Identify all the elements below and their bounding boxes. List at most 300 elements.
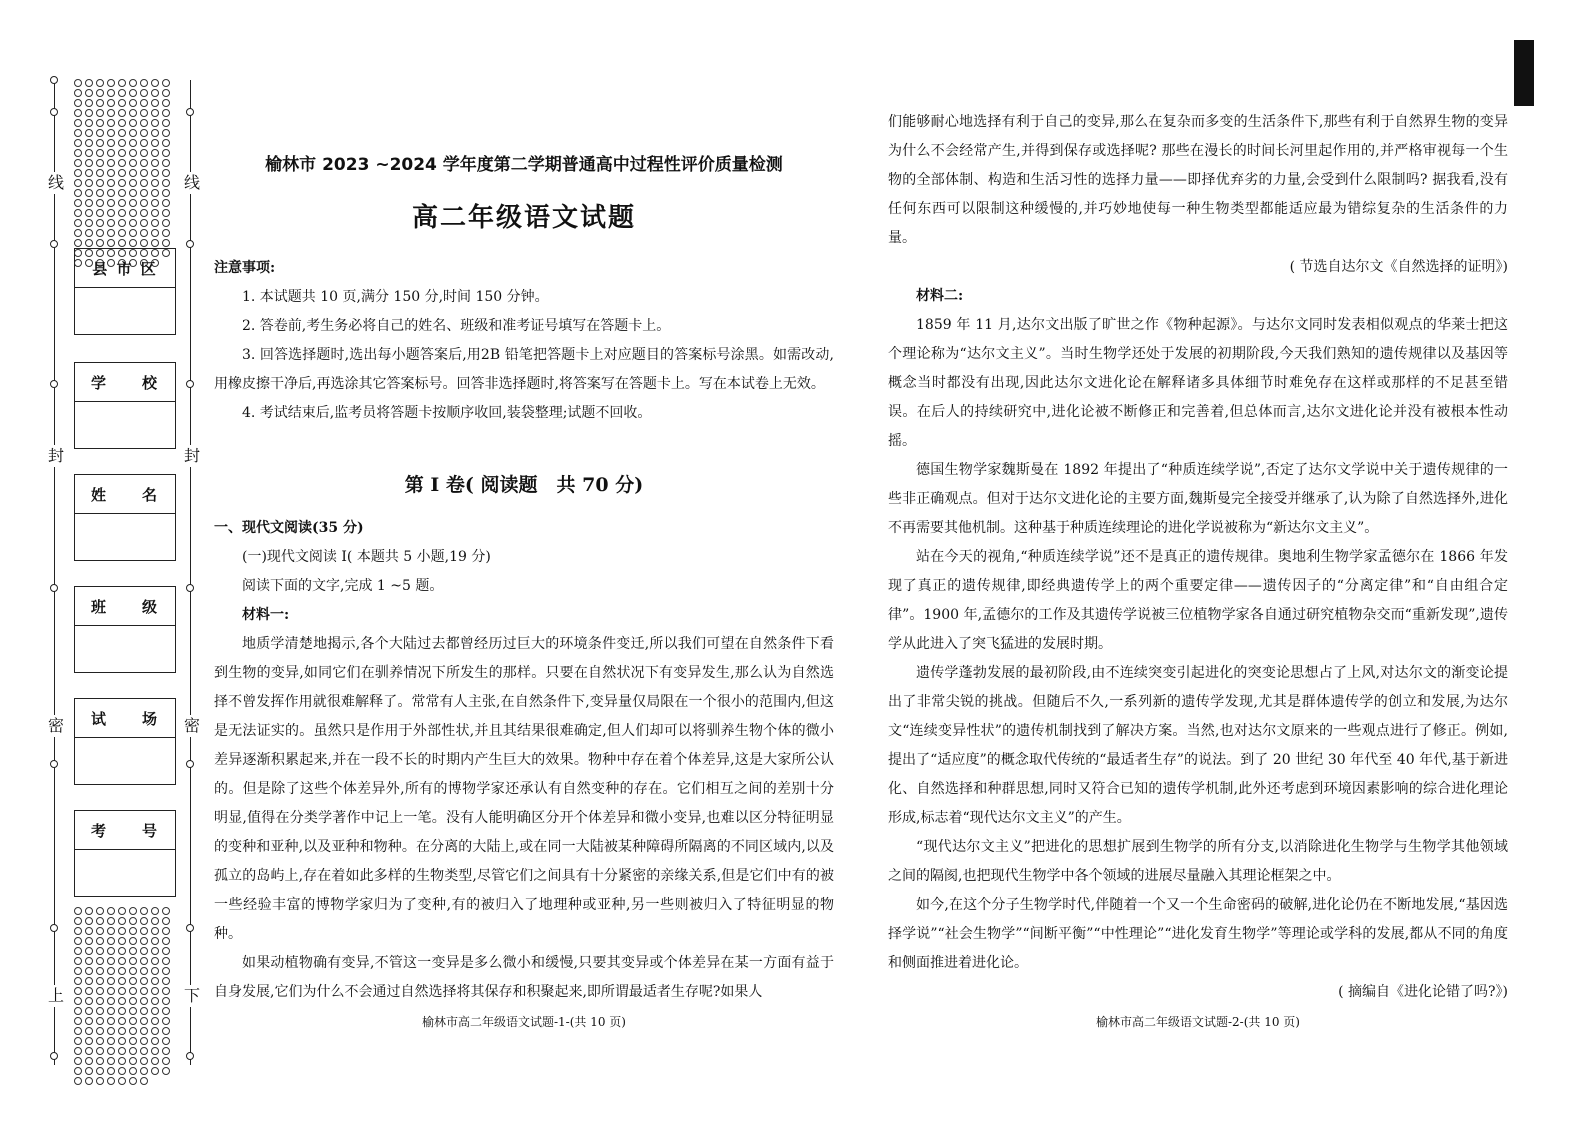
perforation-dot bbox=[129, 189, 137, 197]
notes-heading: 注意事项: bbox=[214, 260, 276, 276]
perforation-dot bbox=[118, 967, 126, 975]
cut-mark-xian: 线 bbox=[48, 173, 65, 192]
perforation-dot bbox=[96, 89, 104, 97]
perforation-dot bbox=[129, 219, 137, 227]
perforation-dot bbox=[74, 917, 82, 925]
perforation-dot bbox=[129, 967, 137, 975]
perforation-dot bbox=[129, 229, 137, 237]
perforation-dot bbox=[151, 1067, 159, 1075]
perforation-dot bbox=[85, 169, 93, 177]
perforation-dot bbox=[140, 209, 148, 217]
perforation-dot bbox=[151, 99, 159, 107]
perforation-dot bbox=[74, 997, 82, 1005]
perforation-dot bbox=[74, 1017, 82, 1025]
perforation-dot bbox=[85, 917, 93, 925]
perforation-dot bbox=[107, 967, 115, 975]
perforation-dot bbox=[162, 947, 170, 955]
perforation-dot bbox=[162, 79, 170, 87]
field-exam-number-label: 考 号 bbox=[75, 811, 175, 850]
perforation-dot bbox=[129, 957, 137, 965]
cut-dot bbox=[186, 584, 194, 592]
perforation-dot bbox=[107, 159, 115, 167]
perforation-dot bbox=[140, 1047, 148, 1055]
perforation-dot bbox=[96, 99, 104, 107]
perforation-dot bbox=[96, 169, 104, 177]
perforation-dot bbox=[74, 1047, 82, 1055]
perforation-dot bbox=[129, 169, 137, 177]
perforation-dot bbox=[107, 199, 115, 207]
perforation-dot bbox=[74, 1007, 82, 1015]
perforation-dot bbox=[162, 957, 170, 965]
perforation-dot bbox=[129, 119, 137, 127]
perforation-dot bbox=[118, 149, 126, 157]
perforation-dot bbox=[151, 169, 159, 177]
perforation-dot bbox=[74, 239, 82, 247]
perforation-dot bbox=[96, 1067, 104, 1075]
perforation-dot bbox=[140, 199, 148, 207]
perforation-dot bbox=[74, 967, 82, 975]
perforation-dot bbox=[162, 99, 170, 107]
perforation-dot bbox=[151, 917, 159, 925]
perforation-dot bbox=[118, 1047, 126, 1055]
section-title: 第 Ⅰ 卷( 阅读题 共 70 分) bbox=[404, 474, 644, 496]
perforation-dot bbox=[162, 1057, 170, 1065]
perforation-dot bbox=[96, 1047, 104, 1055]
perforation-dot bbox=[118, 169, 126, 177]
perforation-dot bbox=[140, 977, 148, 985]
perforation-dot bbox=[118, 109, 126, 117]
sub-heading: (一)现代文阅读 Ⅰ( 本题共 5 小题,19 分) bbox=[242, 549, 491, 565]
perforation-dot bbox=[74, 1027, 82, 1035]
field-name-label: 姓 名 bbox=[75, 475, 175, 514]
perforation-dot bbox=[107, 209, 115, 217]
page-footer: 榆林市高二年级语文试题-2-(共 10 页) bbox=[1095, 1015, 1300, 1029]
field-name-box[interactable] bbox=[75, 514, 175, 560]
perforation-dot bbox=[107, 977, 115, 985]
perforation-dot bbox=[140, 179, 148, 187]
perforation-dot bbox=[74, 1067, 82, 1075]
perforation-dot bbox=[151, 1037, 159, 1045]
perforation-dot bbox=[85, 987, 93, 995]
perforation-dots-top bbox=[72, 78, 178, 268]
perforation-dot bbox=[140, 129, 148, 137]
perforation-dot bbox=[118, 139, 126, 147]
perforation-dot bbox=[74, 977, 82, 985]
perforation-dot bbox=[118, 977, 126, 985]
perforation-dot bbox=[162, 89, 170, 97]
perforation-dot bbox=[151, 927, 159, 935]
field-name bbox=[74, 474, 176, 561]
perforation-dot bbox=[107, 229, 115, 237]
perforation-dot bbox=[129, 139, 137, 147]
paragraph: 地质学清楚地揭示,各个大陆过去都曾经历过巨大的环境条件变迁,所以我们可望在自然条件下看到生物的变异,如同它们在驯养情况下所发生的那样。只要在自然状况下有变异发生,那么认为自然选择不曾发挥作用就很难解释了。常常有人主张,在自然条件下,变异量仅局限在一个很小的范围内,但这是无法证实的。虽然只是作用于外部性状,并且其结果很难确定,但人们却可以将驯养生物个体的微小差异逐渐积累起来,并在一段不长的时期内产生巨大的效果。物种中存在着个体差异,这是大家所公认的。但是除了这些个体差异外,所有的博物学家还承认有自然变种的存在。它们相互之间的差别十分明显,值得在分类学著作中记上一笔。没有人能明确区分开个体差异和微小变异,也难以区分特征明显的变种和亚种,以及亚种和物种。在分离的大陆上,或在同一大陆被某种障碍所隔离的不同区域内,以及孤立的岛屿上,存在着如此多样的生物类型,尽管它们之间具有十分紧密的亲缘关系,但是它们中有的被一些经验丰富的博物学家归为了变种,有的被归入了地理种或亚种,另一些则被归入了特征明显的物种。 bbox=[214, 636, 834, 942]
perforation-dot bbox=[107, 89, 115, 97]
perforation-dot bbox=[107, 189, 115, 197]
field-room-label: 试 场 bbox=[75, 699, 175, 738]
perforation-dot bbox=[140, 947, 148, 955]
continuation-paragraph: 们能够耐心地选择有利于自己的变异,那么在复杂而多变的生活条件下,那些有利于自然界生物的变异为什么不会经常产生,并得到保存或选择呢? 那些在漫长的时间长河里起作用的,并严格审视每一个生物的全部体制、构造和生活习性的选择力量——即择优弃劣的力量,会受到什么限制吗? 据我看,没有任何东西可以限制这种缓慢的,并巧妙地使每一种生物类型都能适应最为错综复杂的生活条件的力量。 bbox=[888, 114, 1508, 246]
perforation-dot bbox=[129, 129, 137, 137]
perforation-dot bbox=[107, 917, 115, 925]
perforation-dot bbox=[140, 907, 148, 915]
perforation-dot bbox=[96, 927, 104, 935]
perforation-dot bbox=[107, 1077, 115, 1085]
perforation-dot bbox=[118, 1017, 126, 1025]
perforation-dot bbox=[162, 987, 170, 995]
cut-dot bbox=[186, 924, 194, 932]
perforation-dot bbox=[85, 1067, 93, 1075]
perforation-dot bbox=[162, 239, 170, 247]
perforation-dot bbox=[96, 149, 104, 157]
perforation-dot bbox=[118, 219, 126, 227]
paper-title: 高二年级语文试题 bbox=[411, 203, 636, 233]
perforation-dot bbox=[74, 159, 82, 167]
cut-mark-feng-inner: 封 bbox=[184, 446, 201, 465]
perforation-dot bbox=[85, 179, 93, 187]
cut-mark-shang: 上 bbox=[48, 986, 65, 1005]
perforation-dot bbox=[129, 1067, 137, 1075]
perforation-dot bbox=[74, 119, 82, 127]
perforation-dot bbox=[162, 937, 170, 945]
perforation-dot bbox=[140, 149, 148, 157]
perforation-dot bbox=[140, 997, 148, 1005]
perforation-dot bbox=[74, 947, 82, 955]
perforation-dot bbox=[162, 977, 170, 985]
perforation-dot bbox=[107, 1027, 115, 1035]
perforation-dot bbox=[151, 189, 159, 197]
perforation-dot bbox=[85, 1017, 93, 1025]
perforation-dot bbox=[118, 1077, 126, 1085]
perforation-dot bbox=[74, 199, 82, 207]
perforation-dot bbox=[74, 139, 82, 147]
perforation-dot bbox=[129, 109, 137, 117]
perforation-dot bbox=[85, 239, 93, 247]
perforation-dot bbox=[140, 159, 148, 167]
perforation-dot bbox=[96, 189, 104, 197]
perforation-dot bbox=[140, 1037, 148, 1045]
perforation-dot bbox=[129, 927, 137, 935]
perforation-dots-bottom bbox=[72, 906, 178, 1086]
perforation-dot bbox=[162, 199, 170, 207]
perforation-dot bbox=[96, 1007, 104, 1015]
cut-dot bbox=[186, 380, 194, 388]
perforation-dot bbox=[162, 189, 170, 197]
perforation-dot bbox=[140, 1077, 148, 1085]
perforation-dot bbox=[96, 229, 104, 237]
source-citation: ( 节选自达尔文《自然选择的证明》) bbox=[1289, 259, 1508, 275]
perforation-dot bbox=[118, 927, 126, 935]
perforation-dot bbox=[118, 79, 126, 87]
perforation-dot bbox=[118, 89, 126, 97]
perforation-dot bbox=[118, 1067, 126, 1075]
perforation-dot bbox=[140, 239, 148, 247]
paragraph: 站在今天的视角,“种质连续学说”还不是真正的遗传规律。奥地利生物学家孟德尔在 1866 年发现了真正的遗传规律,即经典遗传学上的两个重要定律——遗传因子的“分离定律”和“自由组合定律”。1900 年,孟德尔的工作及其遗传学说被三位植物学家各自通过研究植物杂交而“重新发现”,遗传学从此进入了突飞猛进的发展时期。 bbox=[888, 549, 1508, 652]
field-county-box[interactable] bbox=[75, 288, 175, 334]
field-class bbox=[74, 586, 176, 673]
perforation-dot bbox=[96, 987, 104, 995]
perforation-dot bbox=[140, 1017, 148, 1025]
perforation-dot bbox=[107, 907, 115, 915]
perforation-dot bbox=[85, 149, 93, 157]
perforation-dot bbox=[107, 1037, 115, 1045]
note-item: 2. 答卷前,考生务必将自己的姓名、班级和准考证号填写在答题卡上。 bbox=[242, 318, 671, 334]
perforation-dot bbox=[118, 937, 126, 945]
binding-strip bbox=[0, 0, 210, 1123]
perforation-dot bbox=[162, 1007, 170, 1015]
perforation-dot bbox=[85, 109, 93, 117]
perforation-dot bbox=[162, 209, 170, 217]
perforation-dot bbox=[151, 1057, 159, 1065]
perforation-dot bbox=[129, 917, 137, 925]
perforation-dot bbox=[162, 119, 170, 127]
perforation-dot bbox=[118, 209, 126, 217]
page-2 bbox=[888, 0, 1508, 1123]
perforation-dot bbox=[74, 129, 82, 137]
cut-dot bbox=[50, 1052, 58, 1060]
perforation-dot bbox=[85, 189, 93, 197]
exam-title: 榆林市 2023 ~2024 学年度第二学期普通高中过程性评价质量检测 bbox=[265, 155, 783, 175]
perforation-dot bbox=[140, 89, 148, 97]
perforation-dot bbox=[96, 219, 104, 227]
perforation-dot bbox=[140, 1057, 148, 1065]
perforation-dot bbox=[162, 917, 170, 925]
perforation-dot bbox=[107, 179, 115, 187]
perforation-dot bbox=[151, 967, 159, 975]
perforation-dot bbox=[85, 1027, 93, 1035]
perforation-dot bbox=[162, 1037, 170, 1045]
perforation-dot bbox=[85, 967, 93, 975]
cut-mark-xia: 下 bbox=[184, 986, 201, 1005]
perforation-dot bbox=[85, 977, 93, 985]
perforation-dot bbox=[129, 1017, 137, 1025]
page2-body bbox=[888, 108, 1508, 1007]
paragraph: 德国生物学家魏斯曼在 1892 年提出了“种质连续学说”,否定了达尔文学说中关于遗传规律的一些非正确观点。但对于达尔文进化论的主要方面,魏斯曼完全接受并继承了,认为除了自然选择外,进化不再需要其他机制。这种基于种质连续理论的进化学说被称为“新达尔文主义”。 bbox=[888, 462, 1508, 536]
perforation-dot bbox=[162, 159, 170, 167]
perforation-dot bbox=[107, 109, 115, 117]
perforation-dot bbox=[151, 239, 159, 247]
perforation-dot bbox=[151, 149, 159, 157]
perforation-dot bbox=[140, 987, 148, 995]
perforation-dot bbox=[107, 927, 115, 935]
perforation-dot bbox=[85, 129, 93, 137]
cut-mark-xian-inner: 线 bbox=[184, 173, 201, 192]
perforation-dot bbox=[151, 79, 159, 87]
perforation-dot bbox=[118, 119, 126, 127]
perforation-dot bbox=[107, 1047, 115, 1055]
perforation-dot bbox=[129, 937, 137, 945]
perforation-dot bbox=[107, 937, 115, 945]
field-room bbox=[74, 698, 176, 785]
note-item: 3. 回答选择题时,选出每小题答案后,用2B 铅笔把答题卡上对应题目的答案标号涂黑。如需改动,用橡皮擦干净后,再选涂其它答案标号。回答非选择题时,将答案写在答题卡上。写在本试卷上无效。 bbox=[214, 347, 834, 392]
perforation-dot bbox=[129, 1057, 137, 1065]
perforation-dot bbox=[118, 229, 126, 237]
perforation-dot bbox=[140, 917, 148, 925]
perforation-dot bbox=[162, 1017, 170, 1025]
paragraph: 如果动植物确有变异,不管这一变异是多么微小和缓慢,只要其变异或个体差异在某一方面有益于自身发展,它们为什么不会通过自然选择将其保存和积聚起来,即所谓最适者生存呢?如果人 bbox=[214, 955, 834, 1000]
perforation-dot bbox=[74, 229, 82, 237]
cut-dot bbox=[50, 240, 58, 248]
perforation-dot bbox=[151, 139, 159, 147]
perforation-dot bbox=[107, 79, 115, 87]
perforation-dot bbox=[85, 219, 93, 227]
perforation-dot bbox=[74, 189, 82, 197]
paragraph: 遗传学蓬勃发展的最初阶段,由不连续突变引起进化的突变论思想占了上风,对达尔文的渐变论提出了非常尖锐的挑战。但随后不久,一系列新的遗传学发现,尤其是群体遗传学的创立和发展,为达尔文“连续变异性状”的遗传机制找到了解决方案。当然,也对达尔文原来的一些观点进行了修正。例如,提出了“适应度”的概念取代传统的“最适者生存”的说法。到了 20 世纪 30 年代至 40 年代,基于新进化、自然选择和种群思想,同时又符合已知的遗传学机制,此外还考虑到环境因素影响的综合进化理论形成,标志着“现代达尔文主义”的产生。 bbox=[888, 665, 1508, 826]
field-exam-number-box[interactable] bbox=[75, 850, 175, 896]
perforation-dot bbox=[85, 947, 93, 955]
perforation-dot bbox=[107, 1017, 115, 1025]
field-school-box[interactable] bbox=[75, 402, 175, 448]
perforation-dot bbox=[85, 1047, 93, 1055]
perforation-dot bbox=[140, 219, 148, 227]
perforation-dot bbox=[151, 977, 159, 985]
perforation-dot bbox=[162, 169, 170, 177]
perforation-dot bbox=[162, 967, 170, 975]
perforation-dot bbox=[129, 79, 137, 87]
perforation-dot bbox=[96, 119, 104, 127]
perforation-dot bbox=[162, 149, 170, 157]
perforation-dot bbox=[96, 179, 104, 187]
perforation-dot bbox=[129, 239, 137, 247]
perforation-dot bbox=[151, 179, 159, 187]
perforation-dot bbox=[107, 119, 115, 127]
instruction: 阅读下面的文字,完成 1 ~5 题。 bbox=[242, 578, 444, 594]
perforation-dot bbox=[96, 1017, 104, 1025]
perforation-dot bbox=[140, 1027, 148, 1035]
perforation-dot bbox=[107, 129, 115, 137]
perforation-dot bbox=[151, 1017, 159, 1025]
perforation-dot bbox=[151, 937, 159, 945]
perforation-dot bbox=[96, 907, 104, 915]
perforation-dot bbox=[118, 1057, 126, 1065]
perforation-dot bbox=[74, 109, 82, 117]
perforation-dot bbox=[85, 1007, 93, 1015]
perforation-dot bbox=[96, 199, 104, 207]
perforation-dot bbox=[140, 99, 148, 107]
perforation-dot bbox=[107, 169, 115, 177]
field-room-box[interactable] bbox=[75, 738, 175, 784]
perforation-dot bbox=[140, 139, 148, 147]
perforation-dot bbox=[118, 1027, 126, 1035]
perforation-dot bbox=[151, 1047, 159, 1055]
perforation-dot bbox=[74, 179, 82, 187]
perforation-dot bbox=[96, 947, 104, 955]
perforation-dot bbox=[74, 209, 82, 217]
paragraph: 如今,在这个分子生物学时代,伴随着一个又一个生命密码的破解,进化论仍在不断地发展,“基因选择学说”“社会生物学”“间断平衡”“中性理论”“进化发育生物学”等理论或学科的发展,都从不同的角度和侧面推进着进化论。 bbox=[888, 897, 1508, 971]
perforation-dot bbox=[96, 967, 104, 975]
perforation-dot bbox=[140, 109, 148, 117]
perforation-dot bbox=[96, 957, 104, 965]
perforation-dot bbox=[140, 119, 148, 127]
field-school-label: 学 校 bbox=[75, 363, 175, 402]
perforation-dot bbox=[129, 987, 137, 995]
perforation-dot bbox=[107, 987, 115, 995]
cut-mark-feng: 封 bbox=[48, 446, 65, 465]
perforation-dot bbox=[118, 947, 126, 955]
perforation-dot bbox=[129, 199, 137, 207]
perforation-dot bbox=[96, 977, 104, 985]
cut-mark-mi-inner: 密 bbox=[184, 716, 201, 735]
perforation-dot bbox=[162, 109, 170, 117]
paragraph: “现代达尔文主义”把进化的思想扩展到生物学的所有分支,以消除进化生物学与生物学其他领域之间的隔阂,也把现代生物学中各个领域的进展尽量融入其理论框架之中。 bbox=[888, 839, 1508, 884]
perforation-dot bbox=[96, 1077, 104, 1085]
perforation-dot bbox=[140, 937, 148, 945]
perforation-dot bbox=[118, 1037, 126, 1045]
perforation-dot bbox=[151, 947, 159, 955]
reading-block bbox=[214, 514, 834, 1007]
perforation-dot bbox=[85, 199, 93, 207]
perforation-dot bbox=[118, 99, 126, 107]
paragraph: 1859 年 11 月,达尔文出版了旷世之作《物种起源》。与达尔文同时发表相似观点的华莱士把这个理论称为“达尔文主义”。当时生物学还处于发展的初期阶段,今天我们熟知的遗传规律以及基因等概念当时都没有出现,因此达尔文进化论在解释诸多具体细节时难免存在这样或那样的不足甚至错误。在后人的持续研究中,进化论被不断修正和完善着,但总体而言,达尔文进化论并没有被根本性动摇。 bbox=[888, 317, 1508, 449]
perforation-dot bbox=[129, 1047, 137, 1055]
field-county bbox=[74, 248, 176, 335]
perforation-dot bbox=[118, 189, 126, 197]
perforation-dot bbox=[74, 937, 82, 945]
perforation-dot bbox=[118, 987, 126, 995]
note-item: 4. 考试结束后,监考员将答题卡按顺序收回,装袋整理;试题不回收。 bbox=[242, 405, 652, 421]
perforation-dot bbox=[74, 987, 82, 995]
perforation-dot bbox=[74, 169, 82, 177]
perforation-dot bbox=[74, 99, 82, 107]
perforation-dot bbox=[129, 209, 137, 217]
perforation-dot bbox=[129, 89, 137, 97]
perforation-dot bbox=[129, 99, 137, 107]
perforation-dot bbox=[107, 139, 115, 147]
field-school bbox=[74, 362, 176, 449]
cut-dot bbox=[50, 380, 58, 388]
part-heading: 一、现代文阅读(35 分) bbox=[214, 520, 364, 536]
cut-dot bbox=[186, 240, 194, 248]
perforation-dot bbox=[118, 199, 126, 207]
perforation-dot bbox=[96, 937, 104, 945]
page-footer: 榆林市高二年级语文试题-1-(共 10 页) bbox=[421, 1015, 626, 1029]
perforation-dot bbox=[96, 109, 104, 117]
perforation-dot bbox=[85, 1037, 93, 1045]
perforation-dot bbox=[140, 229, 148, 237]
perforation-dot bbox=[85, 907, 93, 915]
field-class-label: 班 级 bbox=[75, 587, 175, 626]
note-item: 1. 本试题共 10 页,满分 150 分,时间 150 分钟。 bbox=[242, 289, 549, 305]
perforation-dot bbox=[118, 159, 126, 167]
perforation-dot bbox=[107, 957, 115, 965]
perforation-dot bbox=[107, 149, 115, 157]
perforation-dot bbox=[140, 927, 148, 935]
perforation-dot bbox=[96, 129, 104, 137]
perforation-dot bbox=[162, 219, 170, 227]
perforation-dot bbox=[151, 219, 159, 227]
perforation-dot bbox=[129, 997, 137, 1005]
perforation-dot bbox=[151, 997, 159, 1005]
perforation-dot bbox=[140, 1067, 148, 1075]
perforation-dot bbox=[85, 119, 93, 127]
perforation-dot bbox=[118, 1007, 126, 1015]
perforation-dot bbox=[74, 957, 82, 965]
source-citation: ( 摘编自《进化论错了吗?》) bbox=[1338, 984, 1508, 1000]
perforation-dot bbox=[74, 1057, 82, 1065]
perforation-dot bbox=[96, 997, 104, 1005]
perforation-dot bbox=[85, 159, 93, 167]
perforation-dot bbox=[129, 977, 137, 985]
perforation-dot bbox=[129, 149, 137, 157]
cut-dot bbox=[50, 108, 58, 116]
perforation-dot bbox=[74, 89, 82, 97]
perforation-dot bbox=[96, 159, 104, 167]
perforation-dot bbox=[107, 239, 115, 247]
perforation-dot bbox=[96, 1037, 104, 1045]
perforation-dot bbox=[162, 139, 170, 147]
field-class-box[interactable] bbox=[75, 626, 175, 672]
perforation-dot bbox=[74, 907, 82, 915]
perforation-dot bbox=[85, 927, 93, 935]
